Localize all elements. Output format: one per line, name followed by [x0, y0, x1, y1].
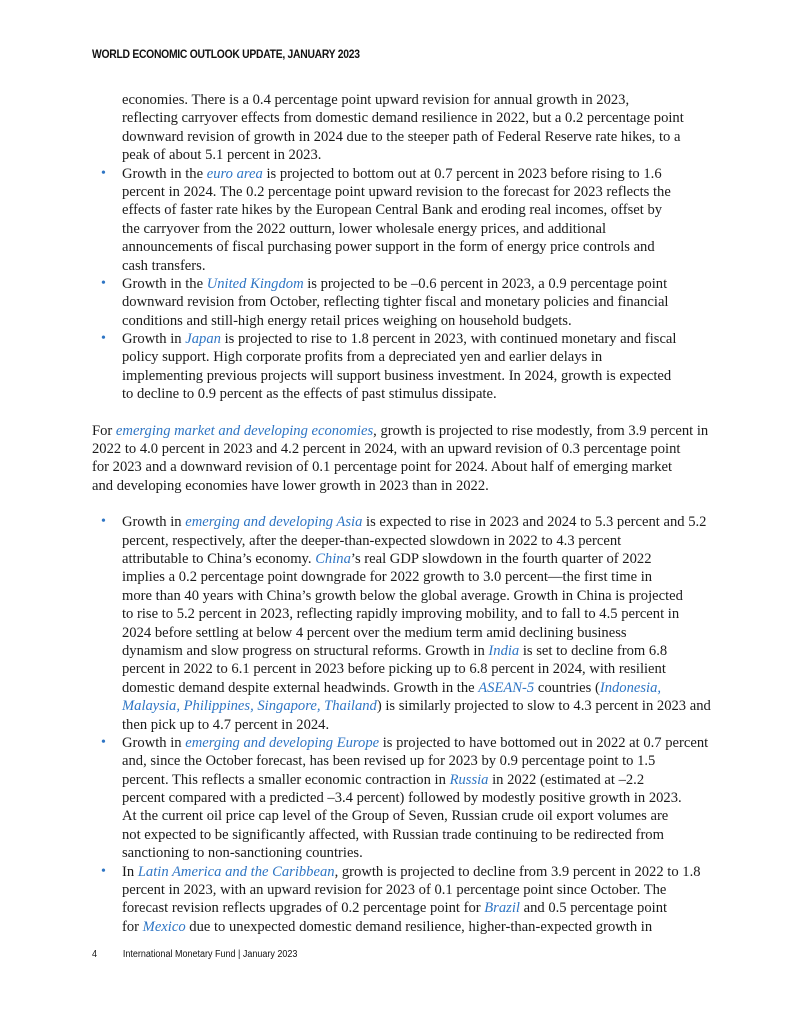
text-segment: percent in 2024. The 0.2 percentage point upward revision to the forecast for 2023 reflects the [122, 183, 671, 200]
text-segment: , growth is projected to rise modestly, from 3.9 percent in [373, 422, 709, 439]
text-line [122, 201, 732, 219]
text-segment: forecast revision reflects upgrades of 0.2 percentage point for [122, 900, 485, 917]
text-line [122, 293, 732, 311]
text-segment: implementing previous projects will support business investment. In 2024, growth is expected [122, 367, 672, 384]
text-line [92, 422, 732, 440]
text-segment: is projected to have bottomed out in 2022 at 0.7 percent [379, 734, 709, 751]
text-segment: reflecting carryover effects from domestic demand resilience in 2022, but a 0.2 percentage point [122, 110, 684, 127]
text-segment: percent, respectively, after the deeper-than-expected slowdown in 2022 to 4.3 percent [122, 532, 622, 549]
text-link[interactable]: Latin America and the Caribbean [137, 863, 335, 880]
text-line [122, 91, 732, 109]
text-segment: conditions and still-high energy retail prices weighing on household budgets. [122, 312, 572, 329]
text-line [122, 220, 732, 238]
text-segment: announcements of fiscal purchasing power support in the form of energy price controls and [122, 239, 655, 256]
text-segment: to decline to 0.9 percent as the effects of past stimulus dissipate. [122, 386, 497, 403]
text-segment: and developing economies have lower growth in 2023 than in 2022. [92, 477, 489, 494]
text-line [122, 918, 732, 936]
text-link[interactable]: United Kingdom [206, 275, 304, 292]
text-segment: Growth in the [122, 275, 207, 292]
text-segment: then pick up to 4.7 percent in 2024. [122, 716, 330, 733]
text-link[interactable]: Brazil [484, 900, 520, 917]
text-line [122, 771, 732, 789]
text-segment: effects of faster rate hikes by the European Central Bank and eroding real incomes, offset by [122, 202, 663, 219]
bullet-item [92, 863, 732, 937]
text-line [122, 605, 732, 623]
text-segment: sanctioning to non-sanctioning countries. [122, 845, 363, 862]
text-line [122, 844, 732, 862]
bullet-item [92, 513, 732, 734]
text-line [122, 881, 732, 899]
text-segment: countries ( [534, 679, 600, 696]
text-segment: implies a 0.2 percentage point downgrade for 2022 growth to 3.0 percent—the first time in [122, 569, 653, 586]
text-segment: percent. This reflects a smaller economic contraction in [122, 771, 450, 788]
text-link[interactable]: emerging and developing Europe [185, 734, 380, 751]
text-line [122, 624, 732, 642]
bullet-icon: • [101, 275, 106, 291]
text-line [122, 826, 732, 844]
text-segment: to rise to 5.2 percent in 2023, reflecting rapidly improving mobility, and to fall to 4.5 percent in [122, 606, 680, 623]
text-segment: downward revision from October, reflecting tighter fiscal and monetary policies and financial [122, 294, 669, 311]
text-segment: policy support. High corporate profits from a depreciated yen and earlier delays in [122, 349, 603, 366]
text-segment: economies. There is a 0.4 percentage point upward revision for annual growth in 2023, [122, 92, 630, 108]
text-segment: domestic demand despite external headwinds. Growth in the [122, 679, 479, 696]
text-line [122, 183, 732, 201]
text-line [122, 587, 732, 605]
running-header: WORLD ECONOMIC OUTLOOK UPDATE, JANUARY 2023 [92, 49, 360, 61]
text-link[interactable]: Mexico [142, 918, 186, 935]
text-link[interactable]: ASEAN-5 [478, 679, 535, 696]
text-line [122, 550, 732, 568]
text-line [122, 716, 732, 734]
text-line [122, 238, 732, 256]
text-line [122, 532, 732, 550]
text-segment: for [122, 918, 143, 935]
text-segment: Growth in the [122, 165, 207, 182]
text-segment: 2022 to 4.0 percent in 2023 and 4.2 percent in 2024, with an upward revision of 0.3 percentage point [92, 441, 681, 458]
text-segment: due to unexpected domestic demand resilience, higher-than-expected growth in [185, 918, 653, 935]
text-link[interactable]: China [315, 550, 351, 567]
bullet-icon: • [101, 734, 106, 750]
text-link[interactable]: emerging market and developing economies [115, 422, 374, 439]
text-segment: and 0.5 percentage point [519, 900, 668, 917]
text-link[interactable]: euro area [206, 165, 263, 182]
text-segment: is projected to bottom out at 0.7 percent in 2023 before rising to 1.6 [262, 165, 662, 182]
text-link[interactable]: Malaysia, Philippines, Singapore, Thailand [122, 698, 377, 715]
text-segment: is expected to rise in 2023 and 2024 to 5.3 percent and 5.2 [362, 514, 707, 531]
text-segment: not expected to be significantly affected, with Russian trade continuing to be redirected from [122, 826, 664, 843]
bullet-item [92, 165, 732, 275]
text-link[interactable]: Indonesia, [599, 679, 662, 696]
text-line [122, 146, 732, 164]
text-segment: attributable to China’s economy. [122, 550, 316, 567]
page-number: 4 [92, 949, 98, 960]
text-line [122, 330, 732, 348]
text-line [122, 752, 732, 770]
footer-text: International Monetary Fund | January 2023 [122, 949, 298, 960]
text-segment: ’s real GDP slowdown in the fourth quarter of 2022 [350, 550, 652, 567]
bullet-icon: • [101, 331, 106, 347]
text-line [122, 513, 732, 531]
paragraph [92, 91, 732, 165]
text-line [92, 440, 732, 458]
text-segment: in 2022 (estimated at –2.2 [488, 771, 645, 788]
text-segment: is projected to be –0.6 percent in 2023, a 0.9 percentage point [303, 275, 668, 292]
text-segment: dynamism and slow progress on structural reforms. Growth in [122, 642, 489, 659]
text-line [122, 385, 732, 403]
text-line [122, 679, 732, 697]
text-line [122, 165, 732, 183]
text-line [122, 312, 732, 330]
text-line [122, 257, 732, 275]
text-segment: for 2023 and a downward revision of 0.1 percentage point for 2024. About half of emerging market [92, 459, 673, 476]
text-line [122, 807, 732, 825]
text-segment: Growth in [122, 514, 186, 531]
text-segment: downward revision of growth in 2024 due to the steeper path of Federal Reserve rate hikes, to a [122, 128, 681, 145]
text-link[interactable]: Japan [185, 331, 221, 348]
text-segment: more than 40 years with China’s growth below the global average. Growth in China is projected [122, 587, 683, 604]
text-segment: ) is similarly projected to slow to 4.3 percent in 2023 and [376, 698, 711, 715]
text-segment: peak of about 5.1 percent in 2023. [122, 147, 322, 164]
text-line [92, 458, 732, 476]
text-segment: Growth in [122, 734, 186, 751]
bullet-icon: • [101, 514, 106, 530]
text-line [122, 863, 732, 881]
text-link[interactable]: Russia [449, 771, 489, 788]
text-line [122, 367, 732, 385]
text-segment: percent in 2023, with an upward revision for 2023 of 0.1 percentage point since October. The [122, 882, 667, 899]
bullet-icon: • [101, 863, 106, 879]
text-segment: cash transfers. [122, 257, 206, 274]
text-segment: 2024 before settling at below 4 percent over the medium term amid declining business [122, 624, 627, 641]
text-segment: For [92, 422, 116, 439]
text-line [122, 109, 732, 127]
text-line [92, 477, 732, 495]
text-line [122, 642, 732, 660]
text-line [122, 568, 732, 586]
text-segment: is set to decline from 6.8 [519, 642, 668, 659]
text-segment: is projected to rise to 1.8 percent in 2023, with continued monetary and fiscal [220, 331, 677, 348]
text-link[interactable]: emerging and developing Asia [185, 514, 363, 531]
bullet-item [92, 275, 732, 330]
text-line [122, 348, 732, 366]
text-line [122, 697, 732, 715]
text-line [122, 734, 732, 752]
paragraph [92, 422, 732, 496]
text-line [122, 275, 732, 293]
text-segment: In [122, 863, 138, 880]
text-segment: Growth in [122, 331, 186, 348]
bullet-item [92, 734, 732, 863]
text-line [122, 128, 732, 146]
bullet-icon: • [101, 165, 106, 181]
body-text [92, 91, 732, 936]
text-link[interactable]: India [488, 642, 520, 659]
bullet-item [92, 330, 732, 404]
text-line [122, 660, 732, 678]
text-segment: the carryover from the 2022 outturn, lower wholesale energy prices, and additional [122, 220, 607, 237]
text-segment: , growth is projected to decline from 3.9 percent in 2022 to 1.8 [334, 863, 701, 880]
text-segment: percent compared with a predicted –3.4 percent) followed by modestly positive growth in 2023. [122, 790, 682, 807]
page-footer [92, 949, 297, 960]
text-segment: percent in 2022 to 6.1 percent in 2023 before picking up to 6.8 percent in 2024, with resilient [122, 661, 666, 678]
text-line [122, 899, 732, 917]
text-line [122, 789, 732, 807]
text-segment: At the current oil price cap level of the Group of Seven, Russian crude oil export volumes are [122, 808, 669, 825]
text-segment: and, since the October forecast, has been revised up for 2023 by 0.9 percentage point to 1.5 [122, 753, 656, 770]
